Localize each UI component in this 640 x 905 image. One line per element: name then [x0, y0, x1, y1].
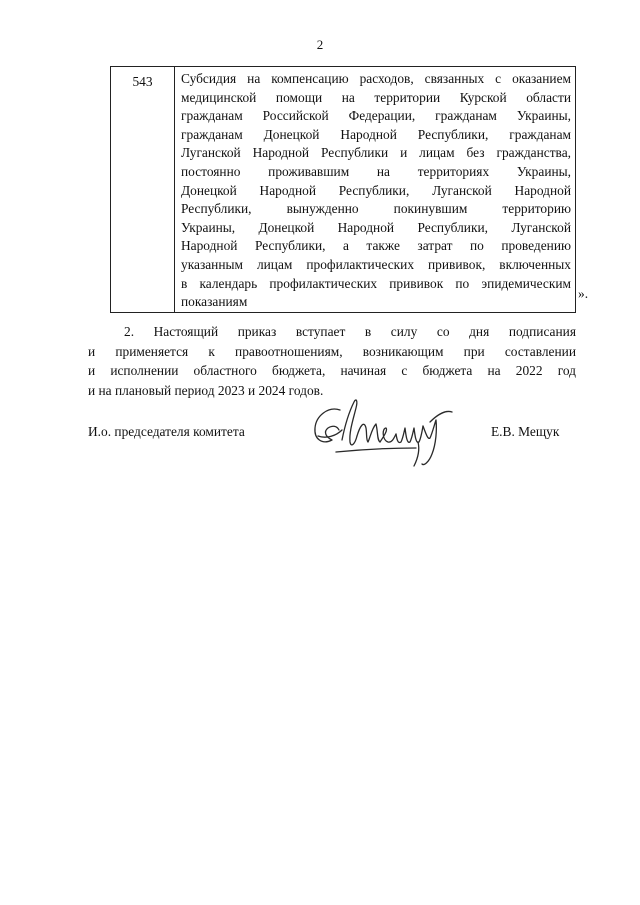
code-cell: 543 — [111, 67, 175, 313]
description-line: указанным лицам профилактических прививок, включенных — [181, 256, 571, 272]
description-line: гражданам Донецкой Народной Республики, гражданам — [181, 126, 571, 142]
description-line: постоянно проживавшим на территориях Украины, — [181, 163, 571, 179]
paragraph-line: и применяется к правоотношениям, возникающим при составлении — [88, 343, 576, 359]
paragraph-line: и на плановый период 2023 и 2024 годов. — [88, 382, 324, 398]
paragraph-line: 2. Настоящий приказ вступает в силу со дня подписания — [124, 324, 576, 339]
signatory-name: Е.В. Мещук — [491, 424, 560, 439]
paragraph-2 — [88, 322, 576, 400]
description-line: гражданам Российской Федерации, гражданам Украины, — [181, 108, 571, 124]
description-line: медицинской помощи на территории Курской области — [181, 89, 571, 105]
signatory-title: И.о. председателя комитета — [88, 424, 245, 439]
description-line: Донецкой Народной Республики, Луганской Народной — [181, 182, 571, 198]
description-line: Народной Республики, а также затрат по проведению — [181, 238, 571, 254]
table-row — [111, 67, 576, 313]
description-line: в календарь профилактических прививок по эпидемическим — [181, 275, 571, 291]
description-cell — [175, 67, 576, 313]
handwritten-signature — [306, 392, 458, 474]
description-line: Украины, Донецкой Народной Республики, Луганской — [181, 219, 571, 235]
page-number: 2 — [316, 37, 324, 52]
description-line: Луганской Народной Республики и лицам без гражданства, — [181, 145, 571, 161]
description-line: показаниям — [181, 294, 248, 310]
closing-quote: ». — [578, 286, 589, 301]
paragraph-line: и исполнении областного бюджета, начиная с бюджета на 2022 год — [88, 363, 576, 379]
description-line: Субсидия на компенсацию расходов, связанных с оказанием — [181, 71, 571, 86]
budget-code-table — [110, 66, 576, 313]
description-line: Республики, вынужденно покинувшим территорию — [181, 201, 571, 217]
